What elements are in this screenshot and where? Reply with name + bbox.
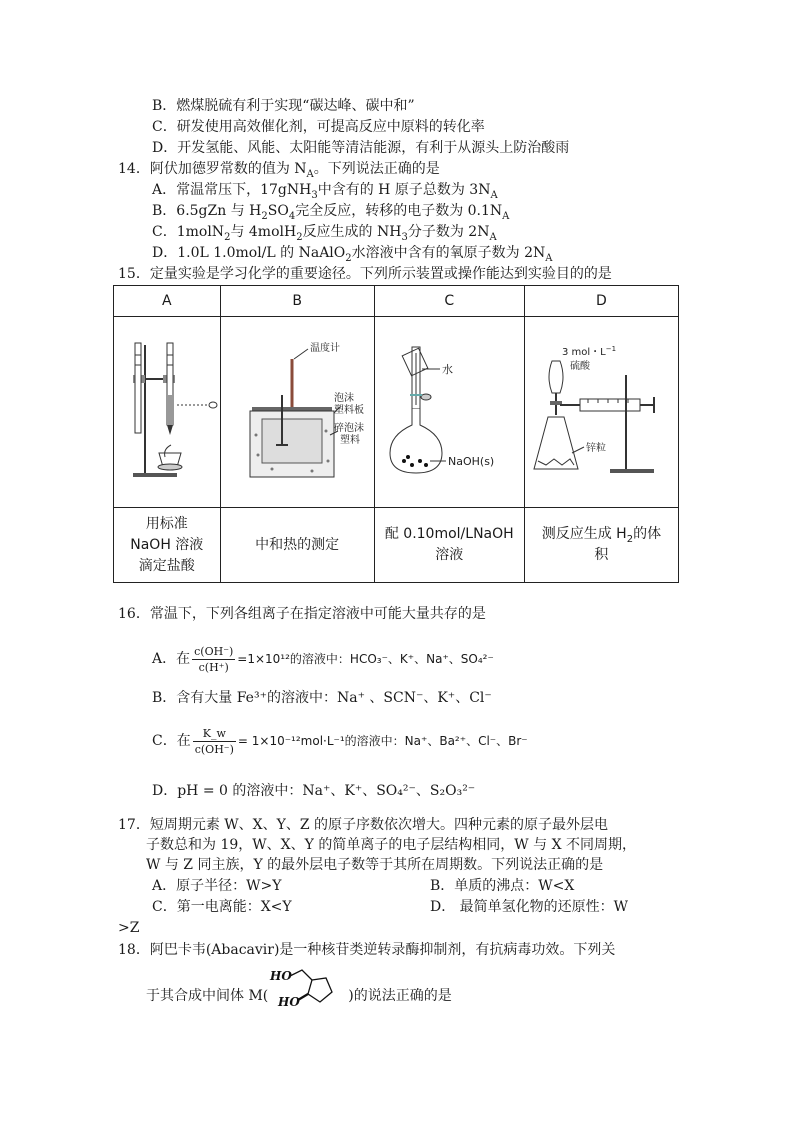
compound-m-structure <box>268 966 348 1012</box>
q16-option-a: A．在 $\frac{c(OH^-)}{c(H^+)}$ =1×10¹²的溶液中：HCO₃⁻、K⁺、Na⁺、SO₄²⁻ <box>152 644 494 674</box>
q14-option-c: C．1molN$_2$与 4molH$_2$反应生成的 $NH_3$分子数为 $2N_A$ <box>152 224 497 243</box>
titration-apparatus-drawing <box>115 335 219 485</box>
q17-stem-line-1: 17．短周期元素 W、X、Y、Z 的原子序数依次增大。四种元素的原子最外层电 <box>118 817 609 833</box>
thermometer-label: 温度计 <box>310 343 341 354</box>
q13-option-b: B．燃煤脱硫有利于实现“碳达峰、碳中和” <box>152 98 415 114</box>
caption-b: 中和热的测定 <box>220 508 374 583</box>
volumetric-flask-figure <box>374 317 524 508</box>
calorimeter-drawing <box>222 335 372 485</box>
foam-board-label-2: 塑料板 <box>334 405 365 416</box>
q16-c-fraction: $\frac{K\_w}{c(OH^-)}$ <box>194 726 234 756</box>
caption-c: 配 0.10mol/LNaOH 溶液 <box>374 508 524 583</box>
q13-option-d: D．开发氢能、风能、太阳能等清洁能源，有利于从源头上防治酸雨 <box>152 140 570 156</box>
caption-a: 用标准 NaOH 溶液 滴定盐酸 <box>114 508 221 583</box>
q16-stem: 16．常温下，下列各组离子在指定溶液中可能大量共存的是 <box>118 606 486 622</box>
titration-apparatus-figure <box>114 317 221 508</box>
gas-syringe-drawing <box>526 335 676 485</box>
foam-board-label-1: 泡沫 <box>334 393 355 404</box>
gas-syringe-figure <box>524 317 678 508</box>
q17-stem-line-2: 子数总和为 19，W、X、Y 的简单离子的电子层结构相同，W 与 X 不同周期， <box>146 837 637 853</box>
col-header-a: A <box>114 286 221 317</box>
q14-option-d: D．1.0L 1.0mol/L 的 NaAlO$_2$水溶液中含有的氧原子数为 $2N_A$ <box>152 245 553 264</box>
q17-option-c: C．第一电离能：X<Y <box>152 899 292 915</box>
col-header-c: C <box>374 286 524 317</box>
q17-stem-line-3: W 与 Z 同主族，Y 的最外层电子数等于其所在周期数。下列说法正确的是 <box>146 857 604 873</box>
foam-bits-label-1: 碎泡沫 <box>334 423 365 434</box>
q17-option-d: D． 最简单氢化物的还原性：W <box>430 899 629 915</box>
acid-concentration-label: 3 mol・$L^{-1}$ <box>562 345 617 358</box>
q14-option-a: A．常温常压下，17gNH$_3$中含有的 H 原子总数为 $3N_A$ <box>152 182 498 201</box>
q15-stem: 15．定量实验是学习化学的重要途径。下列所示装置或操作能达到实验目的的是 <box>118 266 612 282</box>
q16-option-d: D．pH = 0 的溶液中：Na⁺、K⁺、SO₄²⁻、S₂O₃²⁻ <box>152 783 476 799</box>
q17-option-b: B．单质的沸点：W<X <box>430 878 575 894</box>
q18-stem-line-1: 18．阿巴卡韦(Abacavir)是一种核苷类逆转录酶抑制剂，有抗病毒功效。下列关 <box>118 942 616 958</box>
calorimeter-figure <box>220 317 374 508</box>
q17-option-d-wrap: >Z <box>118 920 140 936</box>
q16-option-b: B．含有大量 Fe³⁺的溶液中：Na⁺ 、SCN⁻、K⁺、Cl⁻ <box>152 690 492 706</box>
q18-stem-line-2: 于其合成中间体 M( HO HO )的说法正确的是 <box>146 980 452 1012</box>
caption-d: 测反应生成 $H_2$的体 积 <box>524 508 678 583</box>
q15-apparatus-table <box>113 285 679 583</box>
q14-stem: 14．阿伏加德罗常数的值为 $N_A$。下列说法正确的是 <box>118 161 440 180</box>
col-header-b: B <box>220 286 374 317</box>
q13-option-c: C．研发使用高效催化剂，可提高反应中原料的转化率 <box>152 119 485 135</box>
q16-a-fraction: $\frac{c(OH^-)}{c(H^+)}$ <box>194 644 234 674</box>
water-label: 水 <box>442 363 454 376</box>
q14-option-b: B．6.5gZn 与 $H_2SO_4$完全反应，转移的电子数为 $0.1N_A$ <box>152 203 510 222</box>
q16-option-c: C．在 $\frac{K\_w}{c(OH^-)}$ = 1×10⁻¹²mol·L⁻¹的溶液中：Na⁺、Ba²⁺、Cl⁻、Br⁻ <box>152 726 528 756</box>
sulfuric-acid-label: 硫酸 <box>570 361 591 372</box>
volumetric-flask-drawing <box>376 335 522 485</box>
naoh-label: NaOH(s) <box>448 455 495 468</box>
foam-bits-label-2: 塑料 <box>340 435 361 446</box>
hydroxyl-label-2: HO <box>278 995 301 1009</box>
hydroxyl-label-1: HO <box>270 969 293 983</box>
col-header-d: D <box>524 286 678 317</box>
zinc-granules-label: 锌粒 <box>586 443 607 454</box>
q17-option-a: A．原子半径：W>Y <box>152 878 282 894</box>
